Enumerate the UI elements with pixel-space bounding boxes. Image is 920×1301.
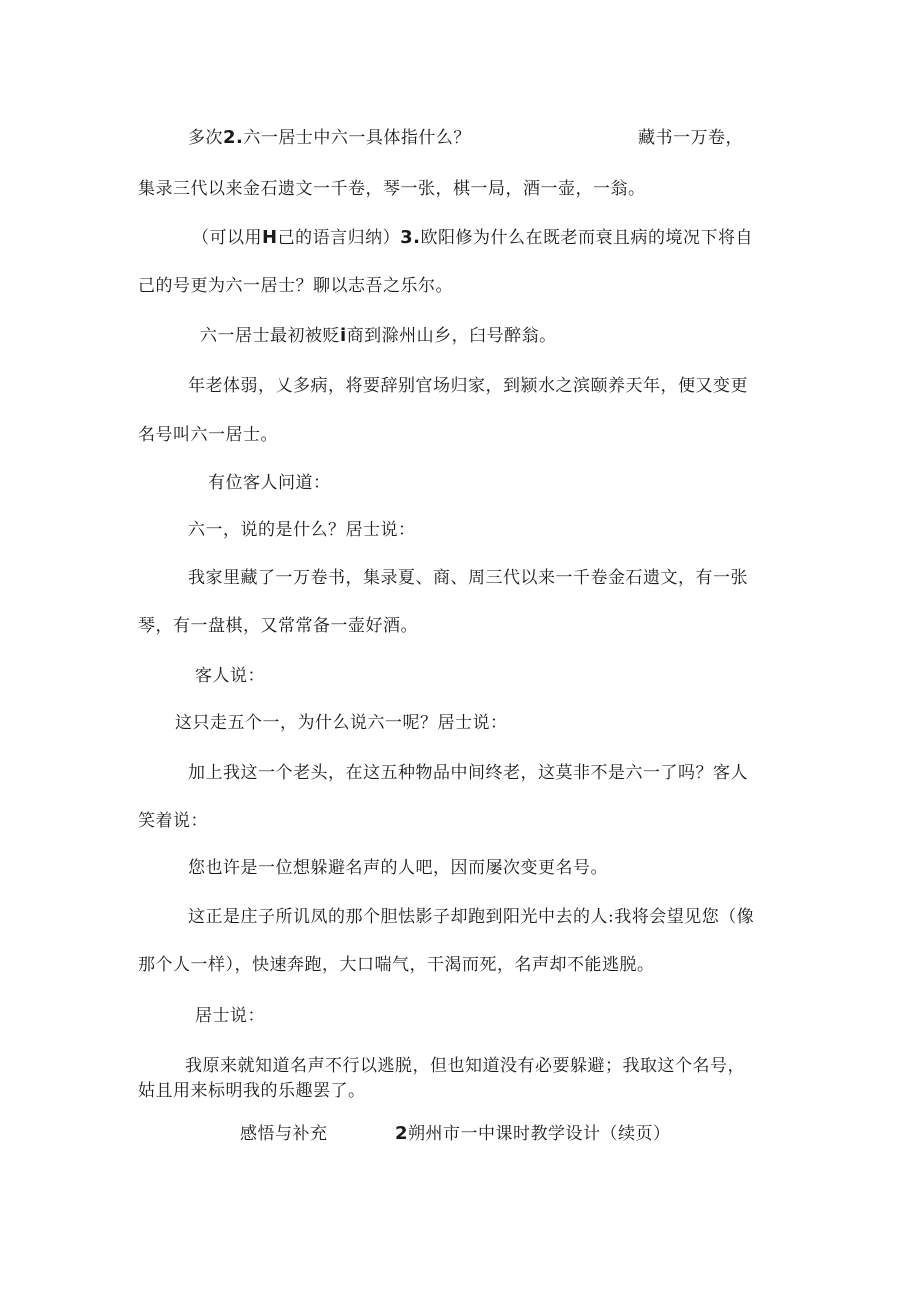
question-2-number: 2. [223,127,244,148]
paragraph-4: 六一，说的是什么？居士说： [188,520,416,540]
paragraph-8a: 加上我这一个老头，在这五种物品中间终老，这莫非不是六一了吗？客人 [188,763,748,783]
question-3-line-1 [192,226,753,250]
question-2-answer-b: 集录三代以来金石遗文一千卷，琴一张，棋一局，酒一壶，一翁。 [138,179,646,199]
paragraph-2b: 名号叫六一居士。 [138,425,278,445]
paragraph-8b: 笑着说： [138,811,208,831]
question-3-number: 3. [400,227,421,248]
question-2-answer-a: 藏书一万卷， [638,128,743,148]
question-3-h: H [262,227,278,248]
paragraph-10a: 这正是庄子所讥凤的那个胆怯影子却跑到阳光中去的人:我将会望见您（像 [188,907,755,927]
paragraph-12b: 姑且用来标明我的乐趣罢了。 [138,1081,366,1101]
question-3-text-a: 欧阳修为什么在既老而衰且病的境况下将自 [420,228,753,248]
paragraph-2a: 年老体弱，乂多病，将要辞别官场归家，到颍水之滨颐养天年，便又变更 [188,376,748,396]
question-3-text-b: 己的号更为六一居士？聊以志吾之乐尔。 [138,276,453,296]
question-2 [188,126,471,150]
footer-number: 2 [395,1123,409,1144]
paragraph-12a: 我原来就知道名声不行以逃脱，但也知道没有必要躲避；我取这个名号， [185,1056,745,1076]
footer-label: 感悟与补充 [240,1124,328,1144]
paragraph-11: 居士说： [195,1006,265,1026]
question-2-prefix: 多次 [188,128,223,148]
paragraph-6: 客人说： [195,666,265,686]
question-3-prefix: （可以用 [192,228,262,248]
question-2-text: 六一居士中六一具体指什么？ [243,128,471,148]
paragraph-10b: 那个人一样），快速奔跑，大口喘气，干渴而死，名声却不能逃脱。 [138,955,655,975]
paragraph-1-pre: 六一居士最初被贬 [200,326,340,346]
paragraph-7: 这只走五个一，为什么说六一呢？居士说： [175,713,508,733]
paragraph-1 [200,324,557,348]
paragraph-5b: 琴，有一盘棋，又常常备一壶好酒。 [138,616,418,636]
paragraph-1-i: i [340,325,347,346]
footer-title [395,1122,671,1146]
paragraph-1-post: 商到滁州山乡，臼号醉翁。 [346,326,557,346]
paragraph-5a: 我家里藏了一万卷书，集录夏、商、周三代以来一千卷金石遗文，有一张 [188,568,748,588]
paragraph-9: 您也许是一位想躲避名声的人吧，因而屡次变更名号。 [188,858,608,878]
footer-title-text: 朔州市一中课时教学设计（续页） [408,1124,671,1144]
paragraph-3: 有位客人问道： [208,473,331,493]
question-3-mid: 己的语言归纳） [277,228,401,248]
